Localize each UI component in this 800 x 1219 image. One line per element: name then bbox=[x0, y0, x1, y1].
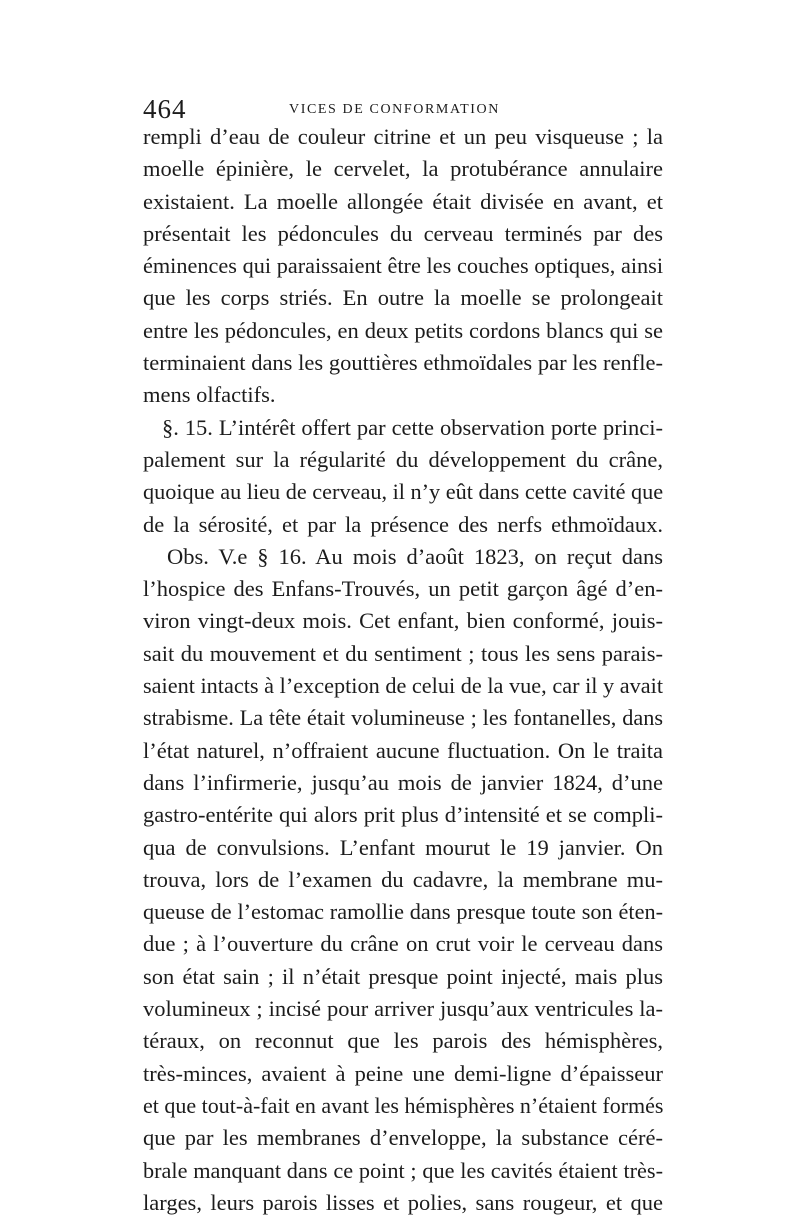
text-line: terminaient dans les gouttières ethmoïdales par les renfle- bbox=[143, 350, 663, 376]
text-line: rempli d’eau de couleur citrine et un peu visqueuse ; la bbox=[143, 124, 663, 149]
text-line: §. 15. L’intérêt offert par cette observation porte princi- bbox=[162, 414, 663, 440]
text-line: trouva, lors de l’examen du cadavre, la membrane mu- bbox=[143, 866, 663, 892]
text-line: et que tout-à-fait en avant les hémisphères n’étaient formés bbox=[143, 1092, 664, 1118]
text-line: son état sain ; il n’était presque point injecté, mais plus bbox=[143, 963, 663, 989]
text-line: mens olfactifs. bbox=[143, 382, 276, 408]
text-line: que par les membranes d’enveloppe, la substance céré- bbox=[143, 1125, 663, 1151]
text-line: Obs. V.e § 16. Au mois d’août 1823, on reçut dans bbox=[167, 543, 663, 569]
text-line: que les corps striés. En outre la moelle se prolongeait bbox=[143, 285, 663, 311]
text-line: due ; à l’ouverture du crâne on crut voir le cerveau dans bbox=[143, 931, 663, 957]
text-line: volumineux ; incisé pour arriver jusqu’aux ventricules la- bbox=[143, 996, 663, 1022]
text-line: gastro-entérite qui alors prit plus d’intensité et se compli- bbox=[143, 802, 663, 828]
text-line: très-minces, avaient à peine une demi-ligne d’épaisseur bbox=[143, 1060, 663, 1086]
text-line: entre les pédoncules, en deux petits cordons blancs qui se bbox=[143, 317, 663, 343]
page-number: 464 bbox=[143, 94, 187, 124]
text-line: quoique au lieu de cerveau, il n’y eût dans cette cavité que bbox=[143, 479, 664, 505]
text-line: strabisme. La tête était volumineuse ; les fontanelles, dans bbox=[143, 705, 663, 731]
text-line: présentait les pédoncules du cerveau terminés par des bbox=[143, 220, 663, 246]
text-line: de la sérosité, et par la présence des nerfs ethmoïdaux. bbox=[143, 511, 663, 537]
text-line: saient intacts à l’exception de celui de la vue, car il y avait bbox=[143, 673, 663, 699]
text-line: l’état naturel, n’offraient aucune fluctuation. On le traita bbox=[143, 737, 663, 763]
text-line: dans l’infirmerie, jusqu’au mois de janvier 1824, d’une bbox=[143, 769, 663, 795]
text-line: moelle épinière, le cervelet, la protubérance annulaire bbox=[143, 156, 663, 182]
running-title: VICES DE CONFORMATION bbox=[289, 102, 500, 117]
text-line: queuse de l’estomac ramollie dans presque toute son éten- bbox=[143, 899, 663, 925]
body-text bbox=[143, 121, 663, 1219]
running-head bbox=[143, 94, 663, 124]
text-line: l’hospice des Enfans-Trouvés, un petit garçon âgé d’en- bbox=[143, 576, 663, 602]
text-line: brale manquant dans ce point ; que les cavités étaient très- bbox=[143, 1157, 663, 1183]
text-line: téraux, on reconnut que les parois des hémisphères, bbox=[143, 1028, 663, 1054]
text-line: qua de convulsions. L’enfant mourut le 19 janvier. On bbox=[143, 834, 663, 860]
text-line: larges, leurs parois lisses et polies, sans rougeur, et que bbox=[143, 1189, 663, 1215]
text-line: sait du mouvement et du sentiment ; tous les sens parais- bbox=[143, 640, 663, 666]
text-line: existaient. La moelle allongée était divisée en avant, et bbox=[143, 188, 663, 214]
text-line: palement sur la régularité du développement du crâne, bbox=[143, 446, 663, 472]
text-line: viron vingt-deux mois. Cet enfant, bien conformé, jouis- bbox=[143, 608, 663, 634]
text-line: éminences qui paraissaient être les couches optiques, ainsi bbox=[143, 253, 663, 279]
